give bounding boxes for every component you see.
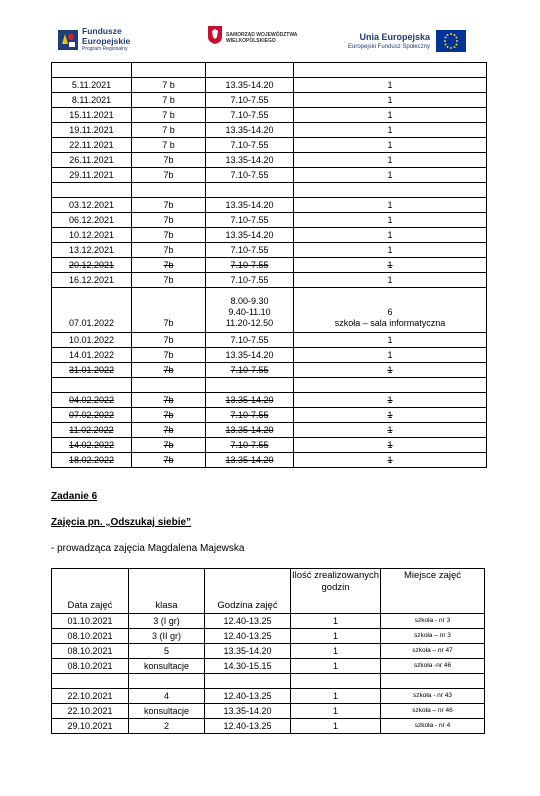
- count-cell: 1: [294, 258, 487, 273]
- table-row: [52, 168, 487, 183]
- count-cell: 1: [294, 198, 487, 213]
- hour-cell: 7.10-7.55: [206, 438, 294, 453]
- date-cell: 03.12.2021: [52, 198, 132, 213]
- count-cell: 1: [294, 153, 487, 168]
- hour-cell: 13.35-14.20: [206, 453, 294, 468]
- hour-cell: 13.35-14.20: [205, 644, 291, 659]
- hour-cell: 13.35-14.20: [206, 228, 294, 243]
- class-cell: 7 b: [132, 123, 206, 138]
- wielkopolska-logo: [208, 26, 297, 49]
- place-value: szkoła – sala informatyczna: [334, 318, 446, 328]
- empty-cell: [294, 378, 487, 393]
- hour-cell: 13.35-14.20: [206, 348, 294, 363]
- hour-cell: 12.40-13.25: [205, 614, 291, 629]
- class-cell: 7b: [132, 348, 206, 363]
- count-cell: 1: [294, 273, 487, 288]
- class-cell: 7 b: [132, 78, 206, 93]
- date-cell: 18.02.2022: [52, 453, 132, 468]
- date-cell: 01.10.2021: [52, 614, 129, 629]
- header-hour: Godzina zajęć: [205, 569, 291, 614]
- ue-line2: Europejski Fundusz Społeczny: [348, 43, 431, 50]
- table-row: [52, 78, 487, 93]
- hour-line: 9.40-11.10: [228, 307, 271, 317]
- empty-cell: [206, 63, 294, 78]
- header-date: Data zajęć: [52, 569, 129, 614]
- class-cell: 7 b: [132, 108, 206, 123]
- date-cell: 31.01.2022: [52, 363, 132, 378]
- class-cell: 7b: [132, 453, 206, 468]
- place-cell: szkoła – nr 3: [381, 629, 485, 644]
- eu-flag-icon: [436, 30, 466, 52]
- hour-cell: 7.10-7.55: [206, 138, 294, 153]
- date-cell: 19.11.2021: [52, 123, 132, 138]
- hour-cell: 7.10-7.55: [206, 363, 294, 378]
- date-cell: 15.11.2021: [52, 108, 132, 123]
- hour-cell: 13.35-14.20: [206, 123, 294, 138]
- table-row: [52, 273, 487, 288]
- place-cell: szkoła - nr 3: [381, 614, 485, 629]
- count-cell: 1: [294, 78, 487, 93]
- class-cell: konsultacje: [129, 704, 205, 719]
- count-cell: 1: [294, 363, 487, 378]
- class-cell: 7b: [132, 333, 206, 348]
- ue-line1: Unia Europejska: [359, 31, 431, 42]
- table-row: [52, 423, 487, 438]
- hour-cell: 7.10-7.55: [206, 108, 294, 123]
- empty-cell: [52, 183, 132, 198]
- table-row: [52, 674, 485, 689]
- count-cell: 1: [294, 393, 487, 408]
- empty-cell: [206, 378, 294, 393]
- class-cell: 2: [129, 719, 205, 734]
- date-cell: 13.12.2021: [52, 243, 132, 258]
- class-cell: 7b: [132, 288, 206, 333]
- class-cell: 7b: [132, 423, 206, 438]
- hour-cell: 13.35-14.20: [206, 198, 294, 213]
- fe-line1: Fundusze: [82, 26, 122, 36]
- hour-cell: 13.35-14.20: [206, 423, 294, 438]
- header-hours-count: Ilość zrealizowanych godzin: [291, 569, 381, 614]
- empty-cell: [381, 674, 485, 689]
- date-cell: 08.10.2021: [52, 644, 129, 659]
- table-row: [52, 659, 485, 674]
- fe-line3: Program Regionalny: [82, 46, 128, 52]
- empty-cell: [132, 378, 206, 393]
- place-cell: szkoła – nr 46: [381, 704, 485, 719]
- count-cell: 1: [294, 93, 487, 108]
- empty-cell: [291, 674, 381, 689]
- class-cell: 3 (II gr): [129, 629, 205, 644]
- table-row: [52, 243, 487, 258]
- logo-header: [0, 0, 540, 62]
- class-cell: 7 b: [132, 138, 206, 153]
- table-row: [52, 213, 487, 228]
- empty-cell: [52, 63, 132, 78]
- count-cell: 1: [291, 689, 381, 704]
- hour-cell: 12.40-13.25: [205, 629, 291, 644]
- fe-star-icon: [58, 30, 78, 50]
- hour-cell: 7.10-7.55: [206, 93, 294, 108]
- class-cell: 5: [129, 644, 205, 659]
- table-row: [52, 719, 485, 734]
- date-cell: 06.12.2021: [52, 213, 132, 228]
- class-cell: 3 (I gr): [129, 614, 205, 629]
- table-row: [52, 704, 485, 719]
- table-row: [52, 378, 487, 393]
- eu-logo: [348, 30, 466, 52]
- table-row: [52, 198, 487, 213]
- hour-line: 8.00-9.30: [230, 296, 269, 306]
- table-row: [52, 438, 487, 453]
- table-row: [52, 63, 487, 78]
- count-cell: 1: [294, 333, 487, 348]
- empty-cell: [129, 674, 205, 689]
- date-cell: 04.02.2022: [52, 393, 132, 408]
- hour-cell: 13.35-14.20: [206, 153, 294, 168]
- class-cell: 7b: [132, 273, 206, 288]
- table-row: [52, 393, 487, 408]
- class-cell: konsultacje: [129, 659, 205, 674]
- hour-cell: 13.35-14.20: [205, 704, 291, 719]
- hour-line: 11.20-12.50: [225, 318, 274, 328]
- count-cell: 1: [291, 704, 381, 719]
- place-cell: szkoła - nr 4: [381, 719, 485, 734]
- table-row: [52, 408, 487, 423]
- table-row: [52, 153, 487, 168]
- hour-cell: 12.40-13.25: [205, 689, 291, 704]
- empty-cell: [52, 378, 132, 393]
- empty-cell: [132, 183, 206, 198]
- table-header-row: [52, 569, 485, 614]
- date-cell: 07.02.2022: [52, 408, 132, 423]
- count-value: 6: [387, 307, 393, 317]
- header-class: klasa: [129, 569, 205, 614]
- count-cell: 1: [294, 168, 487, 183]
- count-cell: 1: [291, 659, 381, 674]
- date-cell: 11.02.2022: [52, 423, 132, 438]
- empty-cell: [294, 63, 487, 78]
- empty-cell: [132, 63, 206, 78]
- count-cell: 1: [294, 213, 487, 228]
- hour-cell: 7.10-7.55: [206, 333, 294, 348]
- table-row: [52, 108, 487, 123]
- count-cell: 1: [294, 243, 487, 258]
- class-cell: 4: [129, 689, 205, 704]
- hour-cell: 7.10-7.55: [206, 258, 294, 273]
- count-cell: 1: [294, 138, 487, 153]
- class-cell: 7b: [132, 213, 206, 228]
- count-cell: [294, 288, 487, 333]
- date-cell: 10.12.2021: [52, 228, 132, 243]
- wlkp-line1: SAMORZĄD WOJEWÓDZTWA: [226, 31, 298, 38]
- class-cell: 7b: [132, 153, 206, 168]
- count-cell: 1: [294, 228, 487, 243]
- class-cell: 7b: [132, 258, 206, 273]
- empty-cell: [52, 674, 129, 689]
- table-row: [52, 629, 485, 644]
- date-cell: 20.12.2021: [52, 258, 132, 273]
- class-cell: 7b: [132, 228, 206, 243]
- class-cell: 7b: [132, 198, 206, 213]
- hour-cell: 7.10-7.55: [206, 168, 294, 183]
- date-cell: 14.02.2022: [52, 438, 132, 453]
- hour-cell: [206, 288, 294, 333]
- class-cell: 7 b: [132, 93, 206, 108]
- class-cell: 7b: [132, 438, 206, 453]
- date-cell: 29.10.2021: [52, 719, 129, 734]
- date-cell: 07.01.2022: [52, 288, 132, 333]
- hour-cell: 7.10-7.55: [206, 408, 294, 423]
- table-row: [52, 183, 487, 198]
- date-cell: 22.10.2021: [52, 704, 129, 719]
- class-cell: 7b: [132, 393, 206, 408]
- date-cell: 8.11.2021: [52, 93, 132, 108]
- instructor-line: - prowadząca zajęcia Magdalena Majewska: [51, 543, 245, 554]
- eagle-shield-icon: [208, 26, 222, 49]
- hour-cell: 7.10-7.55: [206, 243, 294, 258]
- date-cell: 29.11.2021: [52, 168, 132, 183]
- date-cell: 5.11.2021: [52, 78, 132, 93]
- count-cell: 1: [291, 719, 381, 734]
- table-row: [52, 228, 487, 243]
- hour-cell: 13.35-14.20: [206, 393, 294, 408]
- class-cell: 7b: [132, 363, 206, 378]
- table-row: [52, 363, 487, 378]
- table-row: [52, 288, 487, 333]
- schedule-table-1: [51, 62, 487, 468]
- wlkp-line2: WIELKOPOLSKIEGO: [226, 37, 276, 44]
- table-row: [52, 689, 485, 704]
- class-cell: 7b: [132, 168, 206, 183]
- date-cell: 14.01.2022: [52, 348, 132, 363]
- table-row: [52, 138, 487, 153]
- table-row: [52, 614, 485, 629]
- count-cell: 1: [291, 614, 381, 629]
- place-cell: szkoła -nr 46: [381, 659, 485, 674]
- class-cell: 7b: [132, 243, 206, 258]
- date-cell: 22.11.2021: [52, 138, 132, 153]
- table-row: [52, 333, 487, 348]
- empty-cell: [206, 183, 294, 198]
- date-cell: 26.11.2021: [52, 153, 132, 168]
- table-row: [52, 123, 487, 138]
- table-row: [52, 453, 487, 468]
- table-row: [52, 644, 485, 659]
- header-place: Miejsce zajęć: [381, 569, 485, 614]
- schedule-table-2: [51, 568, 485, 734]
- fundusze-europejskie-logo: [58, 26, 130, 53]
- fe-line2: Europejskie: [82, 36, 131, 46]
- table-row: [52, 348, 487, 363]
- place-cell: szkoła - nr 43: [381, 689, 485, 704]
- date-cell: 08.10.2021: [52, 659, 129, 674]
- count-cell: 1: [294, 123, 487, 138]
- date-cell: 22.10.2021: [52, 689, 129, 704]
- count-cell: 1: [291, 629, 381, 644]
- hour-cell: 13.35-14.20: [206, 78, 294, 93]
- count-cell: 1: [291, 644, 381, 659]
- activity-title: Zajęcia pn. „Odszukaj siebie”: [51, 517, 192, 528]
- count-cell: 1: [294, 438, 487, 453]
- count-cell: 1: [294, 453, 487, 468]
- count-cell: 1: [294, 108, 487, 123]
- hour-cell: 12.40-13.25: [205, 719, 291, 734]
- count-cell: 1: [294, 408, 487, 423]
- date-cell: 10.01.2022: [52, 333, 132, 348]
- empty-cell: [294, 183, 487, 198]
- class-cell: 7b: [132, 408, 206, 423]
- count-cell: 1: [294, 348, 487, 363]
- count-cell: 1: [294, 423, 487, 438]
- date-cell: 16.12.2021: [52, 273, 132, 288]
- section-heading: Zadanie 6: [51, 491, 98, 502]
- hour-cell: 14.30-15.15: [205, 659, 291, 674]
- table-row: [52, 93, 487, 108]
- place-cell: szkoła – nr 47: [381, 644, 485, 659]
- table-row: [52, 258, 487, 273]
- empty-cell: [205, 674, 291, 689]
- hour-cell: 7.10-7.55: [206, 213, 294, 228]
- hour-cell: 7.10-7.55: [206, 273, 294, 288]
- date-cell: 08.10.2021: [52, 629, 129, 644]
